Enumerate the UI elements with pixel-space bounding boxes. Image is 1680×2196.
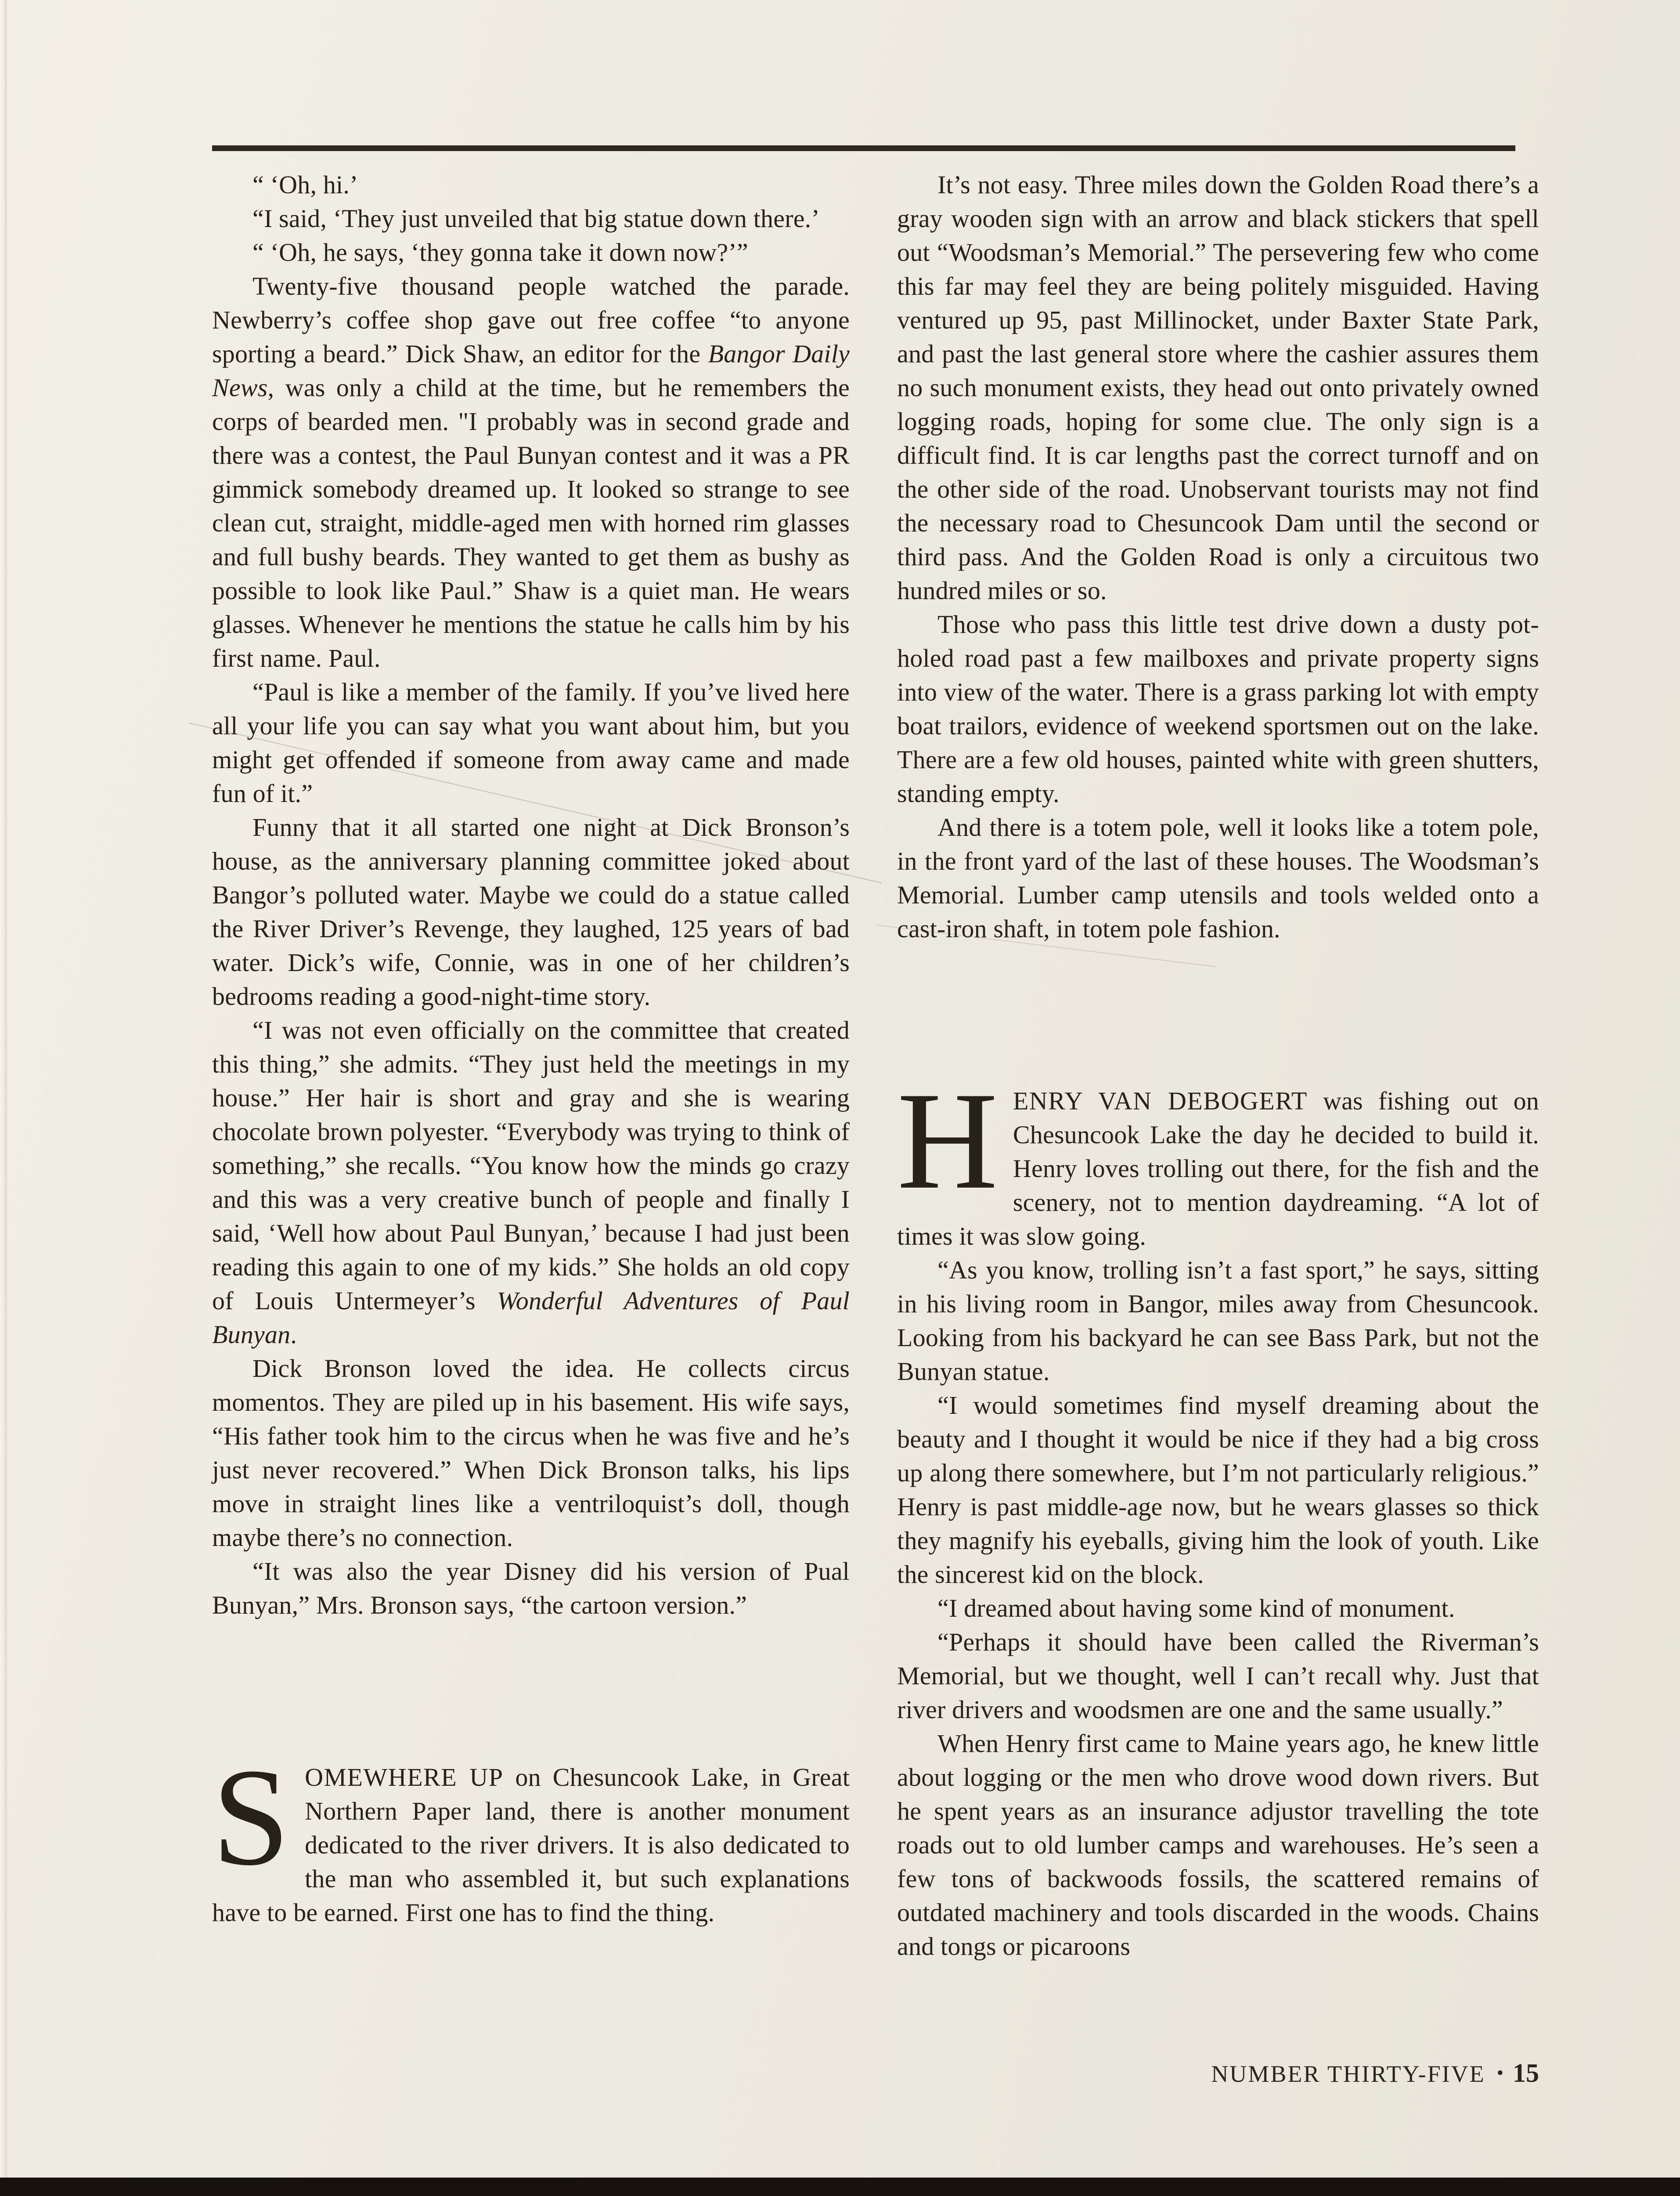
top-rule bbox=[212, 145, 1515, 151]
body-paragraph: “I was not even officially on the committee that created this thing,” she admits. “They just held the meetings in my house.” Her hair is short and gray and she is wearing chocolate brown polyester. “Everybody was trying to think of something,” she recalls. “You know how the minds go crazy and this was a very creative bunch of people and finally I said, ‘Well how about Paul Bunyan,’ because I had just been reading this again to one of my kids.” She holds an old copy of Louis Untermeyer’s Wonderful Adventures of Paul Bunyan. bbox=[212, 1016, 850, 1349]
bullet-separator: • bbox=[1496, 2062, 1505, 2084]
body-paragraph: “It was also the year Disney did his version of Pual Bunyan,” Mrs. Bronson says, “the cartoon version.” bbox=[212, 1557, 850, 1619]
scan-bottom-edge bbox=[0, 2178, 1680, 2196]
section-opening-paragraph: HENRY VAN DEBOGERT was fishing out on Chesuncook Lake the day he decided to build it. Henry loves trolling out there, for the fish and the scenery, not to mention daydreaming. “A lot of times it was slow going. bbox=[897, 1063, 1539, 1250]
body-paragraph: It’s not easy. Three miles down the Golden Road there’s a gray wooden sign with an arrow and black stickers that spell out “Woodsman’s Memorial.” The persevering few who come this far may feel they are being politely misguided. Having ventured up 95, past Millinocket, under Baxter State Park, and past the last general store where the cashier assures them no such monument exists, they head out onto privately owned logging roads, hoping for some clue. The only sign is a difficult find. It is car lengths past the correct turnoff and on the other side of the road. Unobservant tourists may not find the necessary road to Chesuncook Dam until the second or third pass. And the Golden Road is only a circuitous two hundred miles or so. bbox=[897, 170, 1539, 605]
body-paragraph: “As you know, trolling isn’t a fast sport,” he says, sitting in his living room in Bangor, miles away from Chesuncook. Looking from his backyard he can see Bass Park, but not the Bunyan statue. bbox=[897, 1256, 1539, 1386]
left-column bbox=[212, 168, 850, 1929]
page-number: 15 bbox=[1513, 2059, 1539, 2088]
body-paragraph: “Perhaps it should have been called the Riverman’s Memorial, but we thought, well I can’t recall why. Just that river drivers and woodsmen are one and the same usually.” bbox=[897, 1628, 1539, 1724]
issue-label: NUMBER THIRTY-FIVE bbox=[1211, 2061, 1485, 2087]
body-paragraph: Dick Bronson loved the idea. He collects circus momentos. They are piled up in his basement. His wife says, “His father took him to the circus when he was five and he’s just never recovered.” When Dick Bronson talks, his lips move in straight lines like a ventriloquist’s doll, though maybe there’s no connection. bbox=[212, 1354, 850, 1552]
lead-in-caps: OMEWHERE UP bbox=[305, 1763, 504, 1791]
right-column bbox=[897, 168, 1539, 1963]
page-footer bbox=[897, 2058, 1539, 2088]
body-paragraph: When Henry first came to Maine years ago, he knew little about logging or the men who drove wood down rivers. But he spent years as an insurance adjustor travelling the tote roads out to old lumber camps and warehouses. He’s seen a few tons of backwoods fossils, the scattered remains of outdated machinery and tools discarded in the woods. Chains and tongs or picaroons bbox=[897, 1729, 1539, 1961]
italic-title: Wonderful Adventures of Paul Bunyan bbox=[212, 1286, 850, 1349]
body-paragraph: Twenty-five thousand people watched the parade. Newberry’s coffee shop gave out free coffee “to anyone sporting a beard.” Dick Shaw, an editor for the Bangor Daily News, was only a child at the time, but he remembers the corps of bearded men. "I probably was in second grade and there was a contest, the Paul Bunyan contest and it was a PR gimmick somebody dreamed up. It looked so strange to see clean cut, straight, middle-aged men with horned rim glasses and full bushy beards. They wanted to get them as bushy as possible to look like Paul.” Shaw is a quiet man. He wears glasses. Whenever he mentions the statue he calls him by his first name. Paul. bbox=[212, 272, 850, 672]
body-paragraph: And there is a totem pole, well it looks like a totem pole, in the front yard of the last of these houses. The Woodsman’s Memorial. Lumber camp utensils and tools welded onto a cast-iron shaft, in totem pole fashion. bbox=[897, 813, 1539, 943]
body-paragraph: “ ‘Oh, he says, ‘they gonna take it down now?’” bbox=[252, 238, 748, 267]
body-paragraph: Funny that it all started one night at Dick Bronson’s house, as the anniversary planning committee joked about Bangor’s polluted water. Maybe we could do a statue called the River Driver’s Revenge, they laughed, 125 years of bad water. Dick’s wife, Connie, was in one of her children’s bedrooms reading a good-night-time story. bbox=[212, 813, 850, 1011]
drop-cap-letter: S bbox=[212, 1740, 290, 1894]
drop-cap-letter: H bbox=[897, 1063, 998, 1218]
lead-in-caps: ENRY VAN DEBOGERT bbox=[1013, 1087, 1308, 1115]
body-paragraph: “I would sometimes find myself dreaming about the beauty and I thought it would be nice if they had a big cross up along there somewhere, but I’m not particularly religious.” Henry is past middle-age now, but he wears glasses so thick they magnify his eyeballs, giving him the look of youth. Like the sincerest kid on the block. bbox=[897, 1391, 1539, 1589]
body-paragraph: Those who pass this little test drive down a dusty pot-holed road past a few mailboxes and private property signs into view of the water. There is a grass parking lot with empty boat trailors, evidence of weekend sportsmen out on the lake. There are a few old houses, painted white with green shutters, standing empty. bbox=[897, 610, 1539, 808]
body-paragraph: “ ‘Oh, hi.’ bbox=[252, 170, 358, 199]
italic-title: Bangor Daily News bbox=[212, 340, 850, 402]
section-opening-paragraph: SOMEWHERE UP on Chesuncook Lake, in Great Northern Paper land, there is another monument dedicated to the river drivers. It is also dedicated to the man who assembled it, but such explanations have to be earned. First one has to find the thing. bbox=[212, 1740, 850, 1927]
paper-left-edge bbox=[0, 0, 7, 2196]
body-paragraph: “I dreamed about having some kind of monument. bbox=[937, 1594, 1455, 1622]
body-paragraph: “I said, ‘They just unveiled that big statue down there.’ bbox=[252, 204, 820, 233]
body-paragraph: “Paul is like a member of the family. If you’ve lived here all your life you can say what you want about him, but you might get offended if someone from away came and made fun of it.” bbox=[212, 678, 850, 808]
